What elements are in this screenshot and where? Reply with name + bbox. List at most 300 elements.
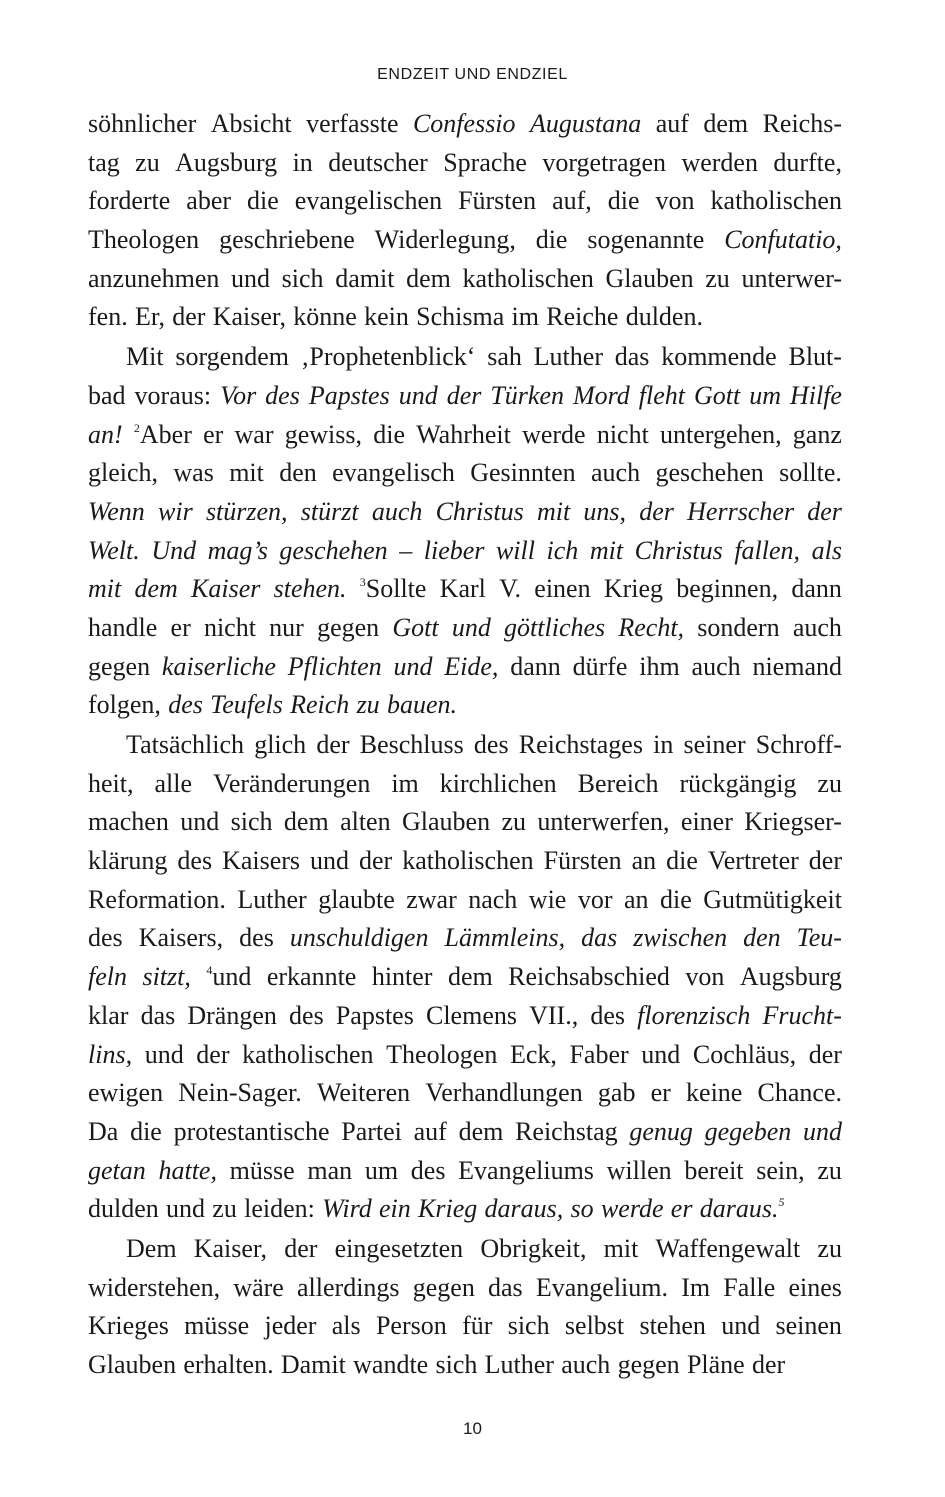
- word: Veränderungen: [212, 768, 371, 798]
- word: die: [660, 884, 692, 914]
- word: Augustana: [530, 109, 642, 138]
- word: im: [511, 302, 539, 332]
- word: rückgängig: [679, 768, 797, 798]
- word: Luther: [533, 342, 603, 372]
- word: den: [743, 923, 781, 953]
- word: nicht: [203, 612, 256, 642]
- word: Tatsächlich: [126, 730, 245, 759]
- text-line: [88, 1113, 842, 1152]
- word: Papstes: [335, 1000, 414, 1030]
- word: Reichstag: [515, 1116, 618, 1146]
- word: forderte: [88, 186, 171, 216]
- word: bauen.: [386, 690, 457, 720]
- word: und: [231, 263, 271, 293]
- text-line: [88, 958, 842, 997]
- word: um: [749, 380, 781, 410]
- word: Karl: [439, 574, 486, 604]
- word: vorgetragen: [542, 147, 667, 177]
- text-line: [88, 144, 842, 183]
- footnote-marker: 5: [778, 1195, 785, 1210]
- word: aber: [186, 186, 232, 216]
- word: Eck,: [509, 1039, 557, 1069]
- text-line: [88, 454, 842, 493]
- word: das: [140, 1000, 176, 1030]
- word: sorgendem: [175, 342, 289, 372]
- word: Gott: [694, 380, 741, 410]
- word: auf,: [552, 186, 592, 216]
- text-line: [88, 648, 842, 687]
- word: die: [607, 186, 640, 216]
- word: ein: [379, 1194, 411, 1224]
- word: Luther: [484, 1350, 554, 1379]
- word: Dem: [126, 1233, 177, 1263]
- word: dem: [447, 962, 493, 992]
- text-line: [88, 1152, 842, 1191]
- word: stürzt: [300, 496, 359, 526]
- word: klärung: [88, 846, 168, 876]
- word: bad: [88, 380, 126, 410]
- word: Evangelium.: [535, 1272, 669, 1302]
- word: zwischen: [633, 923, 728, 953]
- word: gewiss,: [284, 419, 362, 449]
- text-line: [88, 1190, 842, 1229]
- word: vor: [577, 884, 613, 914]
- word: und: [451, 612, 491, 642]
- word: V.: [499, 574, 522, 604]
- word: Widerlegung,: [374, 225, 516, 255]
- word: erkannte: [266, 962, 357, 992]
- word: nach: [468, 884, 518, 914]
- word: werden: [681, 147, 758, 177]
- word: Pläne: [686, 1350, 745, 1379]
- word: Teufels: [210, 690, 283, 720]
- text-line: [88, 570, 842, 609]
- word: in: [653, 730, 674, 759]
- word: lieber: [423, 535, 485, 565]
- word: von: [685, 962, 725, 992]
- word: dann: [791, 574, 842, 604]
- word: und: [641, 1039, 681, 1069]
- word: katholischen: [402, 846, 534, 876]
- word: klar: [88, 1000, 129, 1030]
- word: jeder: [264, 1311, 317, 1341]
- word: deutscher: [328, 147, 428, 177]
- word: ewigen: [88, 1078, 164, 1108]
- word: Nein-Sager.: [178, 1078, 302, 1108]
- word: sondern: [697, 612, 780, 642]
- word: hatte,: [158, 1155, 217, 1185]
- word: der: [807, 496, 842, 526]
- word: er: [170, 612, 191, 642]
- word: keine: [686, 1078, 743, 1108]
- word: war: [234, 419, 274, 449]
- word: Confessio: [412, 109, 516, 138]
- word: einen: [534, 574, 591, 604]
- word: ganz: [792, 419, 842, 449]
- word: protestantische: [173, 1116, 330, 1146]
- word: Recht,: [618, 612, 685, 642]
- text-line: [88, 726, 842, 765]
- word: ich: [546, 535, 579, 565]
- word: Reichs-: [762, 109, 842, 138]
- word: Wird: [322, 1194, 372, 1224]
- text-line: [88, 1346, 842, 1385]
- word: der: [808, 1039, 842, 1069]
- word: Person: [375, 1311, 447, 1341]
- word: Schisma: [416, 302, 505, 332]
- text-line: [88, 105, 842, 144]
- word: Türken: [490, 380, 565, 410]
- word: Fürsten: [458, 186, 537, 216]
- word: Vor: [220, 380, 257, 410]
- word: das: [488, 1272, 523, 1302]
- word: mit: [88, 574, 122, 604]
- word: sich: [230, 807, 273, 837]
- text-line: [88, 1269, 842, 1308]
- footnote-marker: 3: [359, 575, 366, 590]
- word: an: [631, 846, 657, 876]
- word: an!: [88, 419, 123, 449]
- word: des: [289, 1000, 324, 1030]
- word: Papstes: [308, 380, 390, 410]
- word: gleich,: [88, 458, 159, 488]
- word: gegen: [412, 1272, 475, 1302]
- word: Kriegser-: [744, 807, 842, 837]
- word: Reiche: [546, 302, 619, 332]
- word: bereit: [684, 1155, 744, 1185]
- text-line: [88, 532, 842, 571]
- word: einer: [680, 807, 733, 837]
- text-line: [88, 842, 842, 881]
- word: Gott: [392, 612, 439, 642]
- word: Christus: [435, 496, 524, 526]
- word: Reichsabschied: [508, 962, 670, 992]
- word: der: [284, 1233, 318, 1263]
- word: Mit: [126, 342, 164, 372]
- word: anzunehmen: [88, 263, 220, 293]
- word: und: [802, 1116, 842, 1146]
- word: fen.: [88, 302, 128, 332]
- word: müsse: [184, 1311, 250, 1341]
- word: sitzt,: [142, 962, 191, 992]
- word: katholischen: [462, 263, 594, 293]
- word: Obrigkeit,: [480, 1233, 587, 1263]
- word: seinen: [775, 1311, 842, 1341]
- word: stehen.: [273, 574, 347, 604]
- word: Faber: [569, 1039, 629, 1069]
- word: des: [473, 730, 509, 759]
- word: allerdings: [297, 1272, 400, 1302]
- text-line: [88, 686, 842, 725]
- word: evangelischen: [294, 186, 443, 216]
- word: $^3$Sollte: [359, 574, 427, 604]
- word: daraus.$^5$: [699, 1194, 785, 1224]
- word: auf: [655, 109, 689, 138]
- word: unterwer-: [741, 263, 842, 293]
- word: und: [166, 1194, 206, 1224]
- word: der: [446, 380, 482, 410]
- word: Und: [151, 535, 197, 565]
- word: wie: [528, 884, 567, 914]
- word: widerstehen,: [88, 1272, 221, 1302]
- word: voraus:: [134, 380, 212, 410]
- word: dem: [134, 574, 178, 604]
- word: man: [307, 1155, 353, 1185]
- word: dulden: [88, 1194, 159, 1224]
- word: zu: [817, 1233, 842, 1263]
- word: nicht: [596, 419, 649, 449]
- word: des: [239, 923, 274, 953]
- word: die: [373, 419, 405, 449]
- word: und: [144, 1039, 184, 1069]
- word: feln: [88, 962, 127, 992]
- word: kein: [364, 302, 409, 332]
- word: Damit: [280, 1350, 346, 1379]
- word: Schroff-: [755, 730, 842, 759]
- word: Im: [681, 1272, 711, 1302]
- text-line: [88, 881, 842, 920]
- word: müsse: [229, 1155, 295, 1185]
- word: und: [393, 651, 433, 681]
- text-line: [88, 609, 842, 648]
- word: kommende: [661, 342, 777, 372]
- text-line: [88, 338, 842, 377]
- word: katholischen: [242, 1039, 374, 1069]
- word: durfte,: [773, 147, 842, 177]
- body-text: [88, 105, 842, 1385]
- word: alten: [340, 807, 391, 837]
- word: Mord: [573, 380, 630, 410]
- word: Wenn: [88, 496, 145, 526]
- word: sich: [507, 1311, 550, 1341]
- word: Reichstages: [518, 730, 643, 759]
- word: Partei: [341, 1116, 402, 1146]
- word: Augsburg: [739, 962, 842, 992]
- word: getan: [88, 1155, 146, 1185]
- word: leiden:: [244, 1194, 315, 1224]
- word: mag’s: [207, 535, 268, 565]
- word: Christus: [634, 535, 723, 565]
- word: $^2$Aber: [133, 419, 192, 449]
- word: dann: [510, 651, 561, 681]
- word: Pflichten: [287, 651, 382, 681]
- word: sah: [487, 342, 522, 372]
- word: ihm: [639, 651, 680, 681]
- word: tag: [88, 147, 120, 177]
- word: Kaiser,: [193, 1233, 268, 1263]
- word: folgen,: [88, 690, 161, 720]
- word: Glauben: [605, 263, 694, 293]
- word: Gutmütigkeit: [703, 884, 842, 914]
- word: Blut-: [788, 342, 842, 372]
- word: evangelisch: [332, 458, 455, 488]
- word: mit: [603, 1233, 639, 1263]
- word: Eide,: [444, 651, 499, 681]
- word: Reich: [290, 690, 350, 720]
- word: die: [666, 846, 698, 876]
- word: Gesinnten: [470, 458, 576, 488]
- word: –: [399, 535, 413, 565]
- word: er: [203, 419, 224, 449]
- word: Theologen: [88, 225, 200, 255]
- word: Cochläus,: [692, 1039, 797, 1069]
- word: die: [535, 225, 568, 255]
- word: uns,: [583, 496, 627, 526]
- word: wandte: [353, 1350, 429, 1379]
- word: daraus,: [484, 1194, 564, 1224]
- word: auch: [792, 612, 842, 642]
- word: fleht: [638, 380, 686, 410]
- word: des: [265, 380, 300, 410]
- word: gab: [597, 1078, 636, 1108]
- word: eines: [788, 1272, 842, 1302]
- text-line: [88, 1230, 842, 1269]
- word: Bereich: [577, 768, 659, 798]
- text-line: [88, 221, 842, 260]
- word: auf: [413, 1116, 447, 1146]
- word: zu: [817, 768, 842, 798]
- word: so: [570, 1194, 594, 1224]
- word: Krieg: [418, 1194, 478, 1224]
- word: Kaiser,: [212, 302, 287, 332]
- word: söhnlicher: [88, 109, 197, 138]
- word: hinter: [371, 962, 433, 992]
- word: er: [650, 1078, 671, 1108]
- word: Er,: [134, 302, 165, 332]
- word: florenzisch: [637, 1000, 751, 1030]
- word: VII.,: [529, 1000, 579, 1030]
- word: seiner: [683, 730, 746, 759]
- word: die: [130, 1116, 162, 1146]
- word: verfasste: [306, 109, 399, 138]
- word: genug: [629, 1116, 693, 1146]
- word: sich: [281, 263, 324, 293]
- word: Da: [88, 1116, 119, 1146]
- word: Hilfe: [789, 380, 842, 410]
- word: zu: [212, 1194, 237, 1224]
- word: des: [590, 1000, 626, 1030]
- word: das: [581, 923, 618, 953]
- word: stürzen,: [205, 496, 288, 526]
- word: machen: [88, 807, 169, 837]
- word: Herrscher: [687, 496, 795, 526]
- word: des: [410, 1155, 446, 1185]
- word: Teu-: [796, 923, 842, 953]
- word: selbst: [564, 1311, 625, 1341]
- word: Chance.: [757, 1078, 842, 1108]
- word: für: [462, 1311, 493, 1341]
- word: unterwerfen,: [537, 807, 670, 837]
- word: Waffengewalt: [655, 1233, 801, 1263]
- word: könne: [293, 302, 357, 332]
- word: Drängen: [187, 1000, 277, 1030]
- word: der: [316, 730, 350, 759]
- word: Theologen: [386, 1039, 498, 1069]
- word: zu: [817, 1155, 842, 1185]
- word: glaubte: [318, 884, 395, 914]
- word: geschehen: [279, 535, 388, 565]
- word: beginnen,: [676, 574, 779, 604]
- word: auch: [561, 1350, 611, 1379]
- word: die: [247, 186, 279, 216]
- word: Glauben: [88, 1350, 177, 1379]
- running-head: ENDZEIT UND ENDZIEL: [377, 66, 568, 83]
- word: damit: [335, 263, 395, 293]
- word: auch: [591, 458, 641, 488]
- word: Verhandlungen: [425, 1078, 583, 1108]
- word: dem: [458, 1116, 504, 1146]
- word: werde: [522, 419, 586, 449]
- word: gegen: [317, 612, 380, 642]
- word: willen: [606, 1155, 672, 1185]
- word: zwar: [406, 884, 457, 914]
- footnote-marker: 2: [133, 420, 140, 435]
- word: und: [180, 807, 220, 837]
- word: er: [670, 1194, 693, 1224]
- word: glich: [254, 730, 307, 759]
- word: ‚Prophetenblick‘: [300, 342, 476, 372]
- word: in: [292, 147, 313, 177]
- word: niemand: [752, 651, 842, 681]
- text-line: [88, 997, 842, 1036]
- word: Krieg: [603, 574, 664, 604]
- word: werde: [600, 1194, 664, 1224]
- word: sich: [435, 1350, 478, 1379]
- word: mit: [229, 458, 264, 488]
- word: $^4$und: [206, 962, 252, 992]
- word: sollte.: [779, 458, 842, 488]
- word: zu: [356, 690, 380, 720]
- word: der: [751, 1350, 786, 1379]
- text-line: [88, 765, 842, 804]
- word: Fürsten: [543, 846, 622, 876]
- word: stehen: [639, 1311, 706, 1341]
- word: der: [172, 302, 206, 332]
- word: der: [639, 496, 674, 526]
- word: und: [398, 380, 438, 410]
- word: unschuldigen: [289, 923, 429, 953]
- word: fallen,: [734, 535, 801, 565]
- word: handle: [88, 612, 158, 642]
- word: des: [168, 690, 203, 720]
- word: Falle: [723, 1272, 776, 1302]
- word: wir: [158, 496, 193, 526]
- word: kirchlichen: [439, 768, 557, 798]
- word: gegen: [88, 651, 151, 681]
- word: der: [359, 846, 393, 876]
- word: dem: [703, 109, 749, 138]
- word: Kaiser: [191, 574, 261, 604]
- word: den: [279, 458, 317, 488]
- text-line: [88, 260, 842, 299]
- word: auch: [371, 496, 423, 526]
- word: zu: [135, 147, 160, 177]
- word: gegen: [617, 1350, 680, 1379]
- word: wäre: [233, 1272, 284, 1302]
- word: im: [391, 768, 419, 798]
- word: heit,: [88, 768, 134, 798]
- word: untergehen,: [660, 419, 782, 449]
- word: Augsburg: [175, 147, 278, 177]
- word: Kaisers: [222, 846, 301, 876]
- word: gegeben: [704, 1116, 792, 1146]
- text-line: [88, 919, 842, 958]
- text-line: [88, 803, 842, 842]
- word: Luther: [237, 884, 307, 914]
- word: Absicht: [210, 109, 292, 138]
- word: der: [808, 846, 842, 876]
- word: an: [623, 884, 649, 914]
